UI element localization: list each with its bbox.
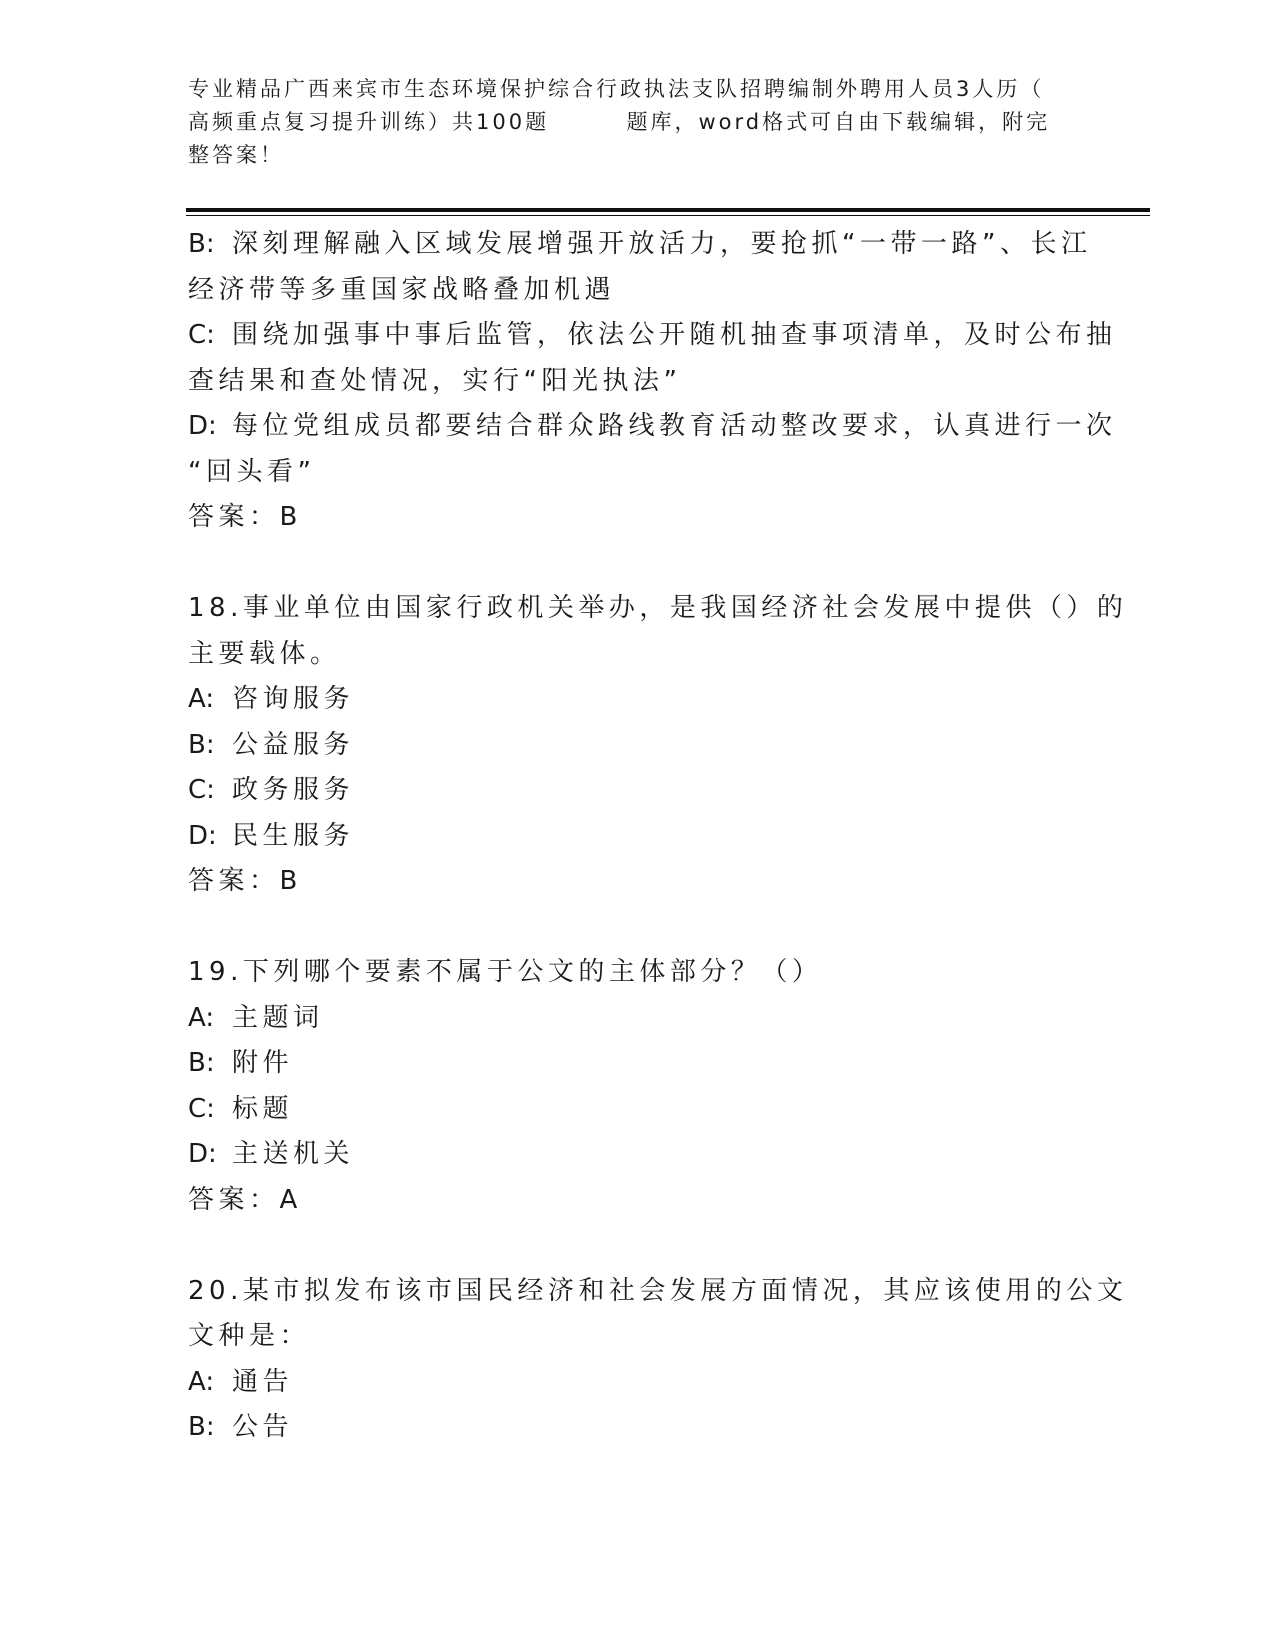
question-19: [188, 950, 1068, 1223]
option-d: [188, 404, 1117, 450]
header-divider-thick: [186, 208, 1150, 212]
option-letter: D:: [188, 1139, 217, 1169]
header-line-1: 专业精品广西来宾市生态环境保护综合行政执法支队招聘编制外聘用人员3人历（: [188, 77, 1045, 101]
option-c: [188, 313, 1117, 359]
option-a: [188, 677, 1068, 723]
option-letter: B:: [188, 729, 215, 760]
question-20: [188, 1269, 1128, 1451]
option-letter: D:: [188, 820, 217, 851]
option-letter: A:: [188, 684, 215, 714]
question-17: [188, 222, 1117, 541]
option-d: [188, 1132, 1068, 1178]
option-d-continued: “回头看”: [188, 456, 316, 487]
question-stem: 18.事业单位由国家行政机关举办，是我国经济社会发展中提供（）的: [188, 593, 1128, 623]
option-a: [188, 1360, 1068, 1406]
option-letter: A:: [188, 1366, 215, 1397]
option-text: 主题词: [232, 1002, 324, 1033]
option-text: 每位党组成员都要结合群众路线教育活动整改要求，认真进行一次: [232, 411, 1117, 441]
header-divider-thin: [186, 215, 1150, 216]
option-b: [188, 723, 1068, 769]
answer: 答案：B: [188, 502, 302, 532]
question-stem-continued: 文种是：: [188, 1321, 311, 1351]
option-letter: B:: [188, 1412, 215, 1442]
question-stem-continued: 主要载体。: [188, 638, 341, 669]
question-stem: 19.下列哪个要素不属于公文的主体部分？（）: [188, 957, 823, 987]
option-text: 主送机关: [232, 1139, 355, 1169]
option-text: 咨询服务: [232, 684, 355, 714]
header-line-2: 高频重点复习提升训练）共100题 题库，word格式可自由下载编辑，附完: [188, 110, 1051, 134]
option-text: 公益服务: [232, 729, 355, 760]
option-text: 附件: [232, 1048, 294, 1078]
answer: 答案：B: [188, 866, 302, 896]
option-d: [188, 814, 1068, 860]
option-letter: C:: [188, 320, 215, 350]
option-c-continued: 查结果和查处情况，实行“阳光执法”: [188, 365, 682, 396]
option-letter: C:: [188, 1093, 215, 1124]
option-text: 政务服务: [232, 775, 355, 805]
answer: 答案：A: [188, 1184, 302, 1215]
option-text: 公告: [232, 1412, 294, 1442]
option-b: [188, 1405, 1068, 1451]
header-line-3: 整答案！: [188, 143, 284, 167]
option-letter: C:: [188, 775, 215, 805]
option-b: [188, 222, 1092, 268]
option-text: 通告: [232, 1366, 294, 1397]
option-letter: D:: [188, 411, 217, 441]
document-header: [188, 73, 1068, 172]
option-a: [188, 996, 1068, 1042]
option-text: 民生服务: [232, 820, 355, 851]
question-stem: 20.某市拟发布该市国民经济和社会发展方面情况，其应该使用的公文: [188, 1275, 1128, 1306]
option-text: 深刻理解融入区域发展增强开放活力，要抢抓“一带一路”、长江: [232, 229, 1092, 259]
question-content: [188, 222, 1128, 1451]
option-b-continued: 经济带等多重国家战略叠加机遇: [188, 274, 616, 305]
option-c: [188, 1087, 1068, 1133]
option-b: [188, 1041, 1068, 1087]
option-text: 标题: [232, 1093, 294, 1124]
option-letter: B:: [188, 1048, 215, 1078]
option-text: 围绕加强事中事后监管，依法公开随机抽查事项清单，及时公布抽: [232, 320, 1117, 350]
option-letter: B:: [188, 229, 215, 259]
question-18: [188, 586, 1128, 905]
option-letter: A:: [188, 1002, 215, 1033]
option-c: [188, 768, 1068, 814]
